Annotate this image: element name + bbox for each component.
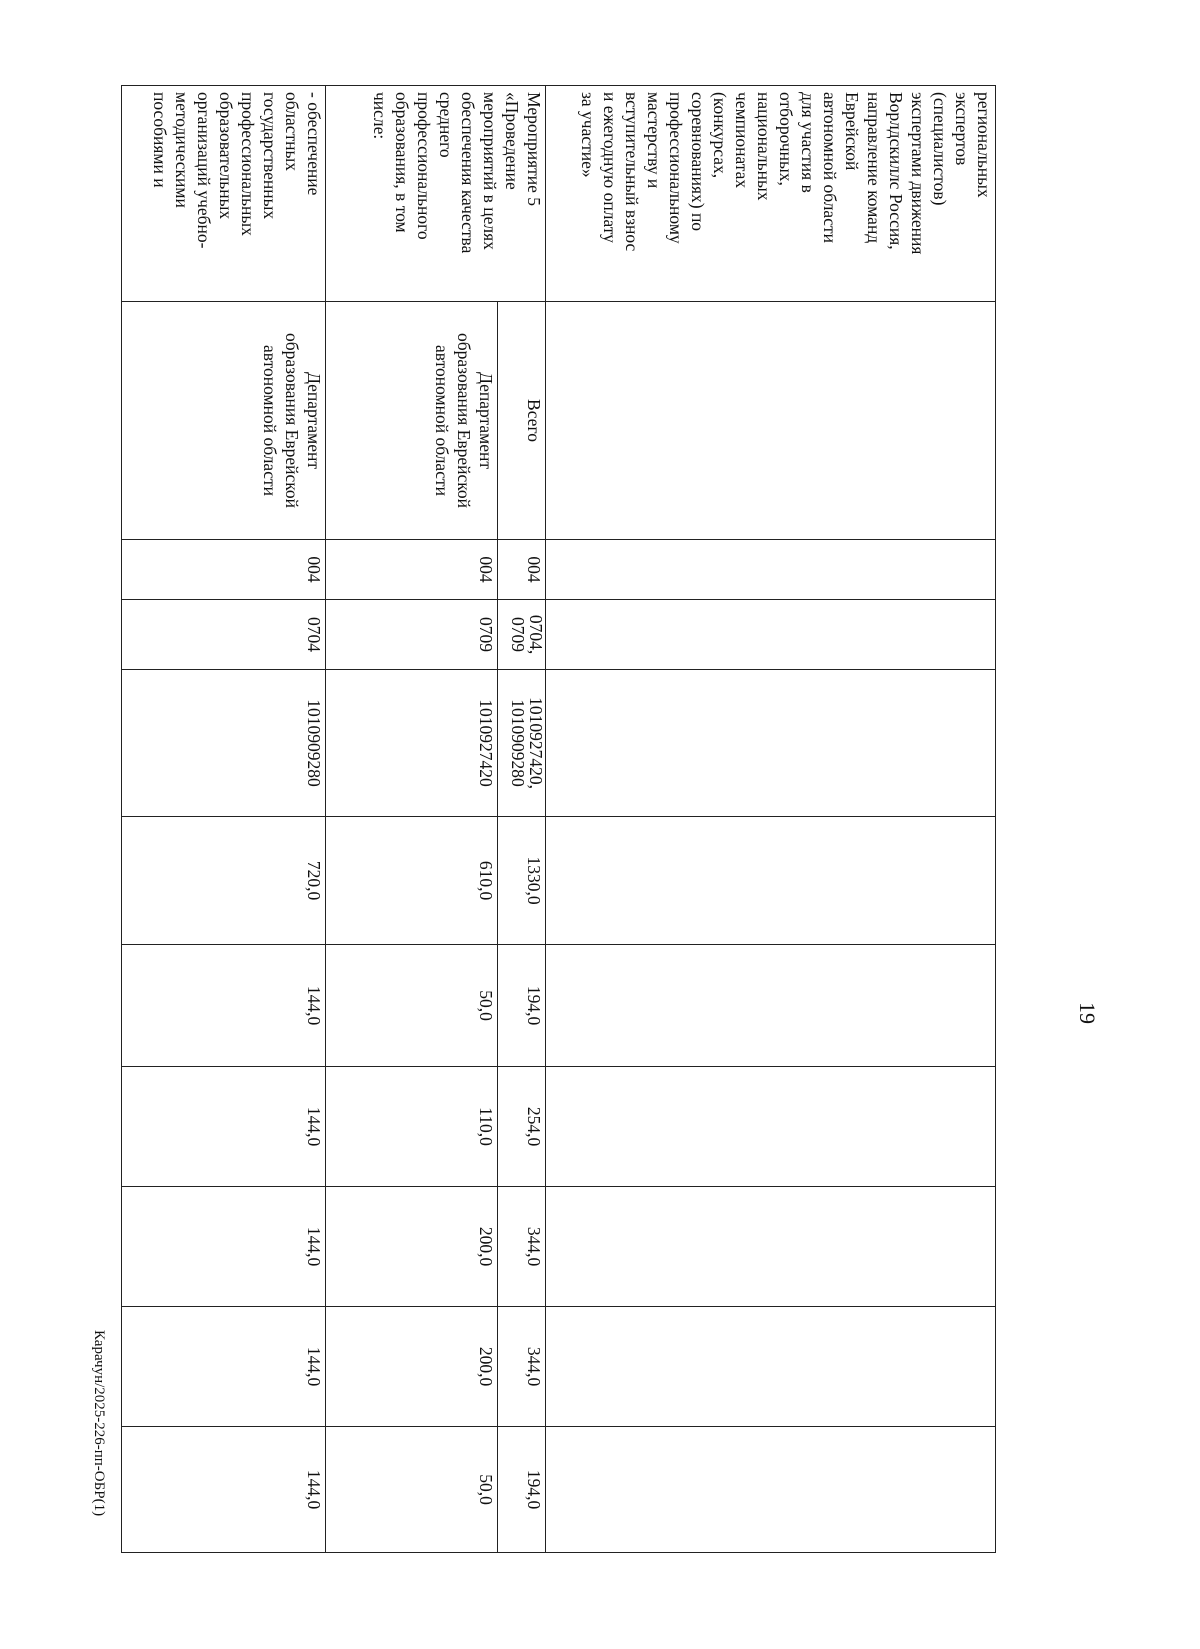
- total-cell: 720,0: [122, 817, 326, 945]
- year-cell: [546, 1067, 996, 1187]
- grbs-cell: 004: [122, 540, 326, 600]
- grbs-cell: [546, 540, 996, 600]
- grbs-cell: 004: [497, 540, 545, 600]
- executor-cell: Департамент образования Еврейской автономной области: [326, 302, 498, 540]
- year-cell: 144,0: [122, 1067, 326, 1187]
- year-cell: 50,0: [326, 945, 498, 1067]
- year-cell: [546, 1427, 996, 1553]
- year-cell: 344,0: [497, 1187, 545, 1307]
- total-cell: 610,0: [326, 817, 498, 945]
- table-row: [497, 86, 545, 1553]
- csr-cell: [546, 670, 996, 817]
- year-cell: 194,0: [497, 945, 545, 1067]
- year-cell: 144,0: [122, 1427, 326, 1553]
- total-cell: [546, 817, 996, 945]
- rzpr-cell: [546, 600, 996, 670]
- year-cell: 254,0: [497, 1067, 545, 1187]
- executor-cell: [546, 302, 996, 540]
- csr-cell: 1010927420: [326, 670, 498, 817]
- year-cell: 144,0: [122, 945, 326, 1067]
- grbs-cell: 004: [326, 540, 498, 600]
- csr-cell: 1010927420, 1010909280: [497, 670, 545, 817]
- page-number: 19: [1075, 1002, 1100, 1024]
- year-cell: 144,0: [122, 1307, 326, 1427]
- year-cell: 110,0: [326, 1067, 498, 1187]
- total-cell: 1330,0: [497, 817, 545, 945]
- table-row: [326, 86, 498, 1553]
- rzpr-cell: 0704, 0709: [497, 600, 545, 670]
- year-cell: 344,0: [497, 1307, 545, 1427]
- executor-cell: Всего: [497, 302, 545, 540]
- year-cell: [546, 945, 996, 1067]
- year-cell: 200,0: [326, 1307, 498, 1427]
- year-cell: 50,0: [326, 1427, 498, 1553]
- executor-cell: Департамент образования Еврейской автономной области: [122, 302, 326, 540]
- year-cell: 200,0: [326, 1187, 498, 1307]
- activity-name-cell: Мероприятие 5 «Проведение мероприятий в целях обеспечения качества среднего профессионального образования, в том числе:: [326, 86, 546, 302]
- year-cell: [546, 1187, 996, 1307]
- table-row: [546, 86, 996, 1553]
- budget-table: [121, 85, 996, 1553]
- rzpr-cell: 0709: [326, 600, 498, 670]
- year-cell: 144,0: [122, 1187, 326, 1307]
- year-cell: 194,0: [497, 1427, 545, 1553]
- table-row: [122, 86, 326, 1553]
- activity-name-cell: - обеспечение областных государственных профессиональных образовательных организаций учебно- методическими пособиями и: [122, 86, 326, 302]
- activity-name-cell: региональных экспертов (специалистов) экспертами движения Ворлдскиллс Россия, направление команд Еврейской автономной области для участия в отборочных, национальных чемпионатах (конкурсах, соревнованиях) по профессиональному мастерству и вступительный взнос и ежегодную оплату за участие»: [546, 86, 996, 302]
- year-cell: [546, 1307, 996, 1427]
- rzpr-cell: 0704: [122, 600, 326, 670]
- document-code: Карачун/2025-226-пп-ОБР(1): [91, 1330, 107, 1517]
- csr-cell: 1010909280: [122, 670, 326, 817]
